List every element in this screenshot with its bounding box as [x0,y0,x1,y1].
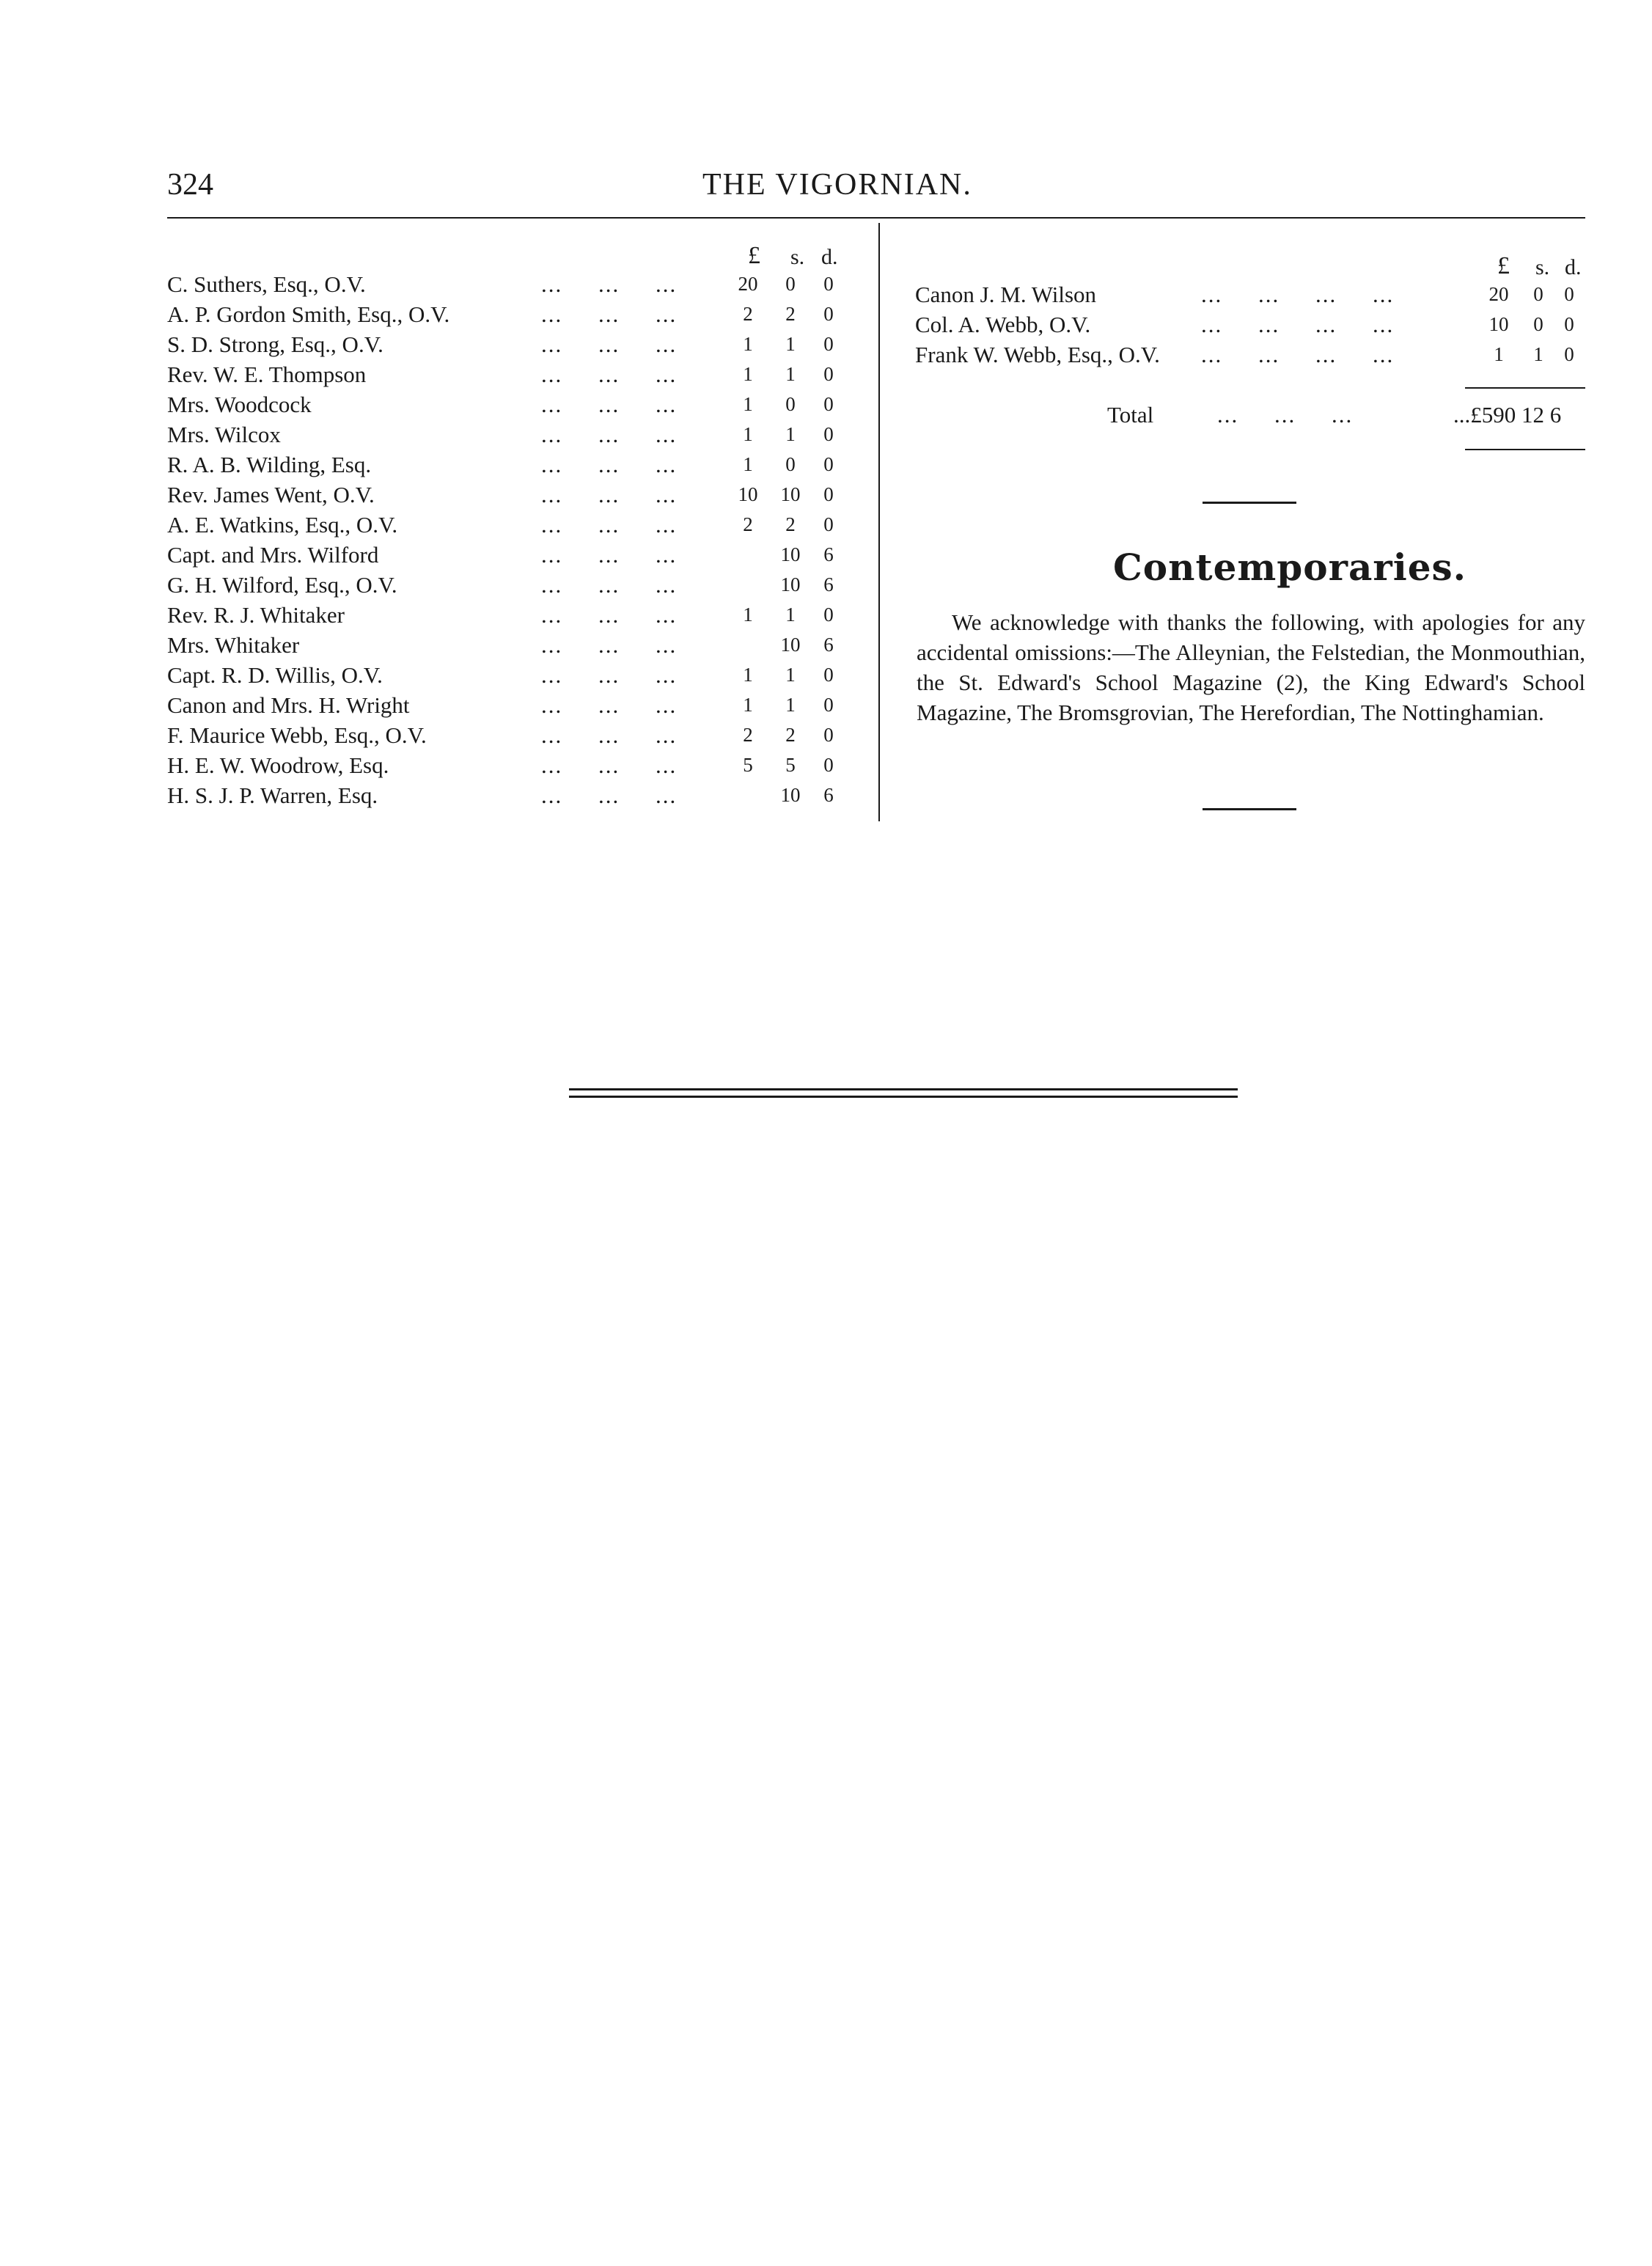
shillings-amount: 1 [785,333,796,355]
leader-dots: ... ... ... [541,782,678,808]
leader-dots: ... ... ... ... [1201,342,1395,367]
pence-amount: 0 [823,453,834,475]
leader-dots: ... ... ... [541,422,678,447]
ledger-row [167,392,878,421]
subscriber-name: F. Maurice Webb, Esq., O.V. [167,722,427,748]
shillings-amount: 0 [785,273,796,295]
pence-amount: 0 [823,513,834,535]
subscriber-name: Canon J. M. Wilson [915,282,1097,307]
subscriber-name: A. P. Gordon Smith, Esq., O.V. [167,301,450,327]
leader-dots: ... ... ... [541,362,678,387]
shillings-amount: 0 [785,393,796,415]
subscriber-name: S. D. Strong, Esq., O.V. [167,331,383,357]
right-ledger [915,282,1590,370]
subscriber-name: Rev. James Went, O.V. [167,482,375,507]
leader-dots: ... ... ... ... [1201,282,1395,307]
ledger-row [167,512,878,541]
ledger-row [167,602,878,631]
pence-amount: 6 [823,784,834,806]
end-rule-lower [569,1096,1238,1098]
total-dots: ... ... ... [1217,402,1354,428]
ledger-row [167,572,878,601]
leader-dots: ... ... ... [541,752,678,778]
shillings-amount: 0 [1533,283,1543,305]
subscriber-name: Capt. R. D. Willis, O.V. [167,662,383,688]
total-rule-bottom [1465,449,1585,450]
section-rule-top [1203,502,1296,504]
pence-amount: 0 [823,754,834,776]
section-rule-bottom [1203,808,1296,810]
shillings-amount: 2 [785,724,796,746]
ledger-row [167,301,878,331]
leader-dots: ... ... ... [541,572,678,598]
total-label: Total [1107,402,1154,428]
ledger-row [167,782,878,812]
leader-dots: ... ... ... [541,512,678,538]
ledger-row [167,331,878,361]
pence-amount: 0 [823,363,834,385]
pounds-amount: 2 [743,513,753,535]
ledger-row [915,282,1590,311]
pence-heading: d. [1565,255,1582,279]
subscriber-name: R. A. B. Wilding, Esq. [167,452,372,477]
subscriber-name: Frank W. Webb, Esq., O.V. [915,342,1160,367]
right-currency-headings [915,252,1590,282]
pounds-amount: 1 [743,453,753,475]
pence-heading: d. [821,245,838,269]
subscriber-name: Mrs. Wilcox [167,422,281,447]
leader-dots: ... ... ... [541,392,678,417]
subscriber-name: Rev. R. J. Whitaker [167,602,345,628]
subscriber-name: A. E. Watkins, Esq., O.V. [167,512,398,538]
shillings-amount: 2 [785,303,796,325]
shillings-heading: s. [790,245,805,269]
leader-dots: ... ... ... [541,662,678,688]
pence-amount: 0 [823,273,834,295]
pence-amount: 0 [1564,313,1574,335]
subscriber-name: Mrs. Whitaker [167,632,300,658]
contemporaries-paragraph: We acknowledge with thanks the following, with apologies for any accidental omissions:—The Alleynian, the Felstedian, the Monmouthian, the St. Edward's School Magazine (2), the King Edward's School Magazine, The Bromsgrovian, The Herefordian, The Nottinghamian. [917,609,1585,725]
shillings-amount: 1 [785,694,796,716]
leader-dots: ... ... ... [541,482,678,507]
section-title: Contemporaries. [1113,546,1467,589]
shillings-amount: 10 [780,634,801,656]
leader-dots: ... ... ... [541,301,678,327]
pence-amount: 0 [823,604,834,626]
pence-amount: 0 [1564,283,1574,305]
ledger-row [167,362,878,391]
shillings-amount: 10 [780,483,801,505]
pence-amount: 0 [823,724,834,746]
subscriber-name: Mrs. Woodcock [167,392,312,417]
ledger-row [915,312,1590,341]
pounds-amount: 1 [743,363,753,385]
pence-amount: 0 [823,483,834,505]
pounds-amount: 10 [1488,313,1509,335]
ledger-row [167,662,878,692]
ledger-row [915,342,1590,371]
shillings-amount: 10 [780,543,801,565]
leader-dots: ... ... ... [541,331,678,357]
page-number: 324 [167,168,213,202]
shillings-amount: 1 [785,604,796,626]
ledger-row [167,722,878,752]
shillings-amount: 10 [780,784,801,806]
ledger-row [167,482,878,511]
ledger-row [167,422,878,451]
pounds-amount: 2 [743,303,753,325]
shillings-amount: 0 [1533,313,1543,335]
subscriber-name: Rev. W. E. Thompson [167,362,367,387]
total-amount: ...£590 12 6 [1453,402,1562,428]
pounds-amount: 1 [743,333,753,355]
left-currency-headings [167,242,878,271]
pence-amount: 6 [823,543,834,565]
header-rule [167,217,1585,219]
pence-amount: 0 [823,423,834,445]
ledger-row [167,692,878,722]
ledger-row [167,632,878,661]
pounds-amount: 1 [743,604,753,626]
pounds-amount: 1 [743,393,753,415]
total-row [915,402,1590,434]
shillings-amount: 2 [785,513,796,535]
pounds-heading: £ [748,242,760,269]
pence-amount: 0 [1564,343,1574,365]
pounds-amount: 10 [738,483,758,505]
total-rule-top [1465,387,1585,389]
leader-dots: ... ... ... [541,692,678,718]
subscriber-name: H. E. W. Woodrow, Esq. [167,752,389,778]
pounds-amount: 1 [743,664,753,686]
shillings-amount: 0 [785,453,796,475]
shillings-amount: 1 [785,363,796,385]
pounds-amount: 1 [743,694,753,716]
running-title: THE VIGORNIAN. [702,168,972,202]
pounds-amount: 20 [738,273,758,295]
leader-dots: ... ... ... [541,722,678,748]
pence-amount: 6 [823,573,834,595]
ledger-row [167,542,878,571]
leader-dots: ... ... ... [541,602,678,628]
pence-amount: 0 [823,694,834,716]
subscriber-name: Canon and Mrs. H. Wright [167,692,410,718]
pence-amount: 0 [823,333,834,355]
end-rule-upper [569,1088,1238,1090]
pounds-heading: £ [1497,252,1510,279]
shillings-amount: 1 [1533,343,1543,365]
subscriber-name: C. Suthers, Esq., O.V. [167,271,366,297]
pounds-amount: 1 [1494,343,1504,365]
leader-dots: ... ... ... [541,632,678,658]
pounds-amount: 1 [743,423,753,445]
subscriber-name: H. S. J. P. Warren, Esq. [167,782,378,808]
pence-amount: 6 [823,634,834,656]
subscriber-name: Capt. and Mrs. Wilford [167,542,379,568]
ledger-row [167,752,878,782]
left-ledger [167,271,878,829]
leader-dots: ... ... ... [541,542,678,568]
pence-amount: 0 [823,303,834,325]
pounds-amount: 20 [1488,283,1509,305]
shillings-heading: s. [1535,255,1550,279]
pounds-amount: 2 [743,724,753,746]
ledger-row [167,271,878,301]
shillings-amount: 5 [785,754,796,776]
leader-dots: ... ... ... [541,271,678,297]
subscriber-name: G. H. Wilford, Esq., O.V. [167,572,397,598]
shillings-amount: 10 [780,573,801,595]
leader-dots: ... ... ... [541,452,678,477]
leader-dots: ... ... ... ... [1201,312,1395,337]
subscriber-name: Col. A. Webb, O.V. [915,312,1091,337]
pence-amount: 0 [823,664,834,686]
ledger-row [167,452,878,481]
shillings-amount: 1 [785,423,796,445]
column-divider [878,223,880,821]
pence-amount: 0 [823,393,834,415]
pounds-amount: 5 [743,754,753,776]
shillings-amount: 1 [785,664,796,686]
